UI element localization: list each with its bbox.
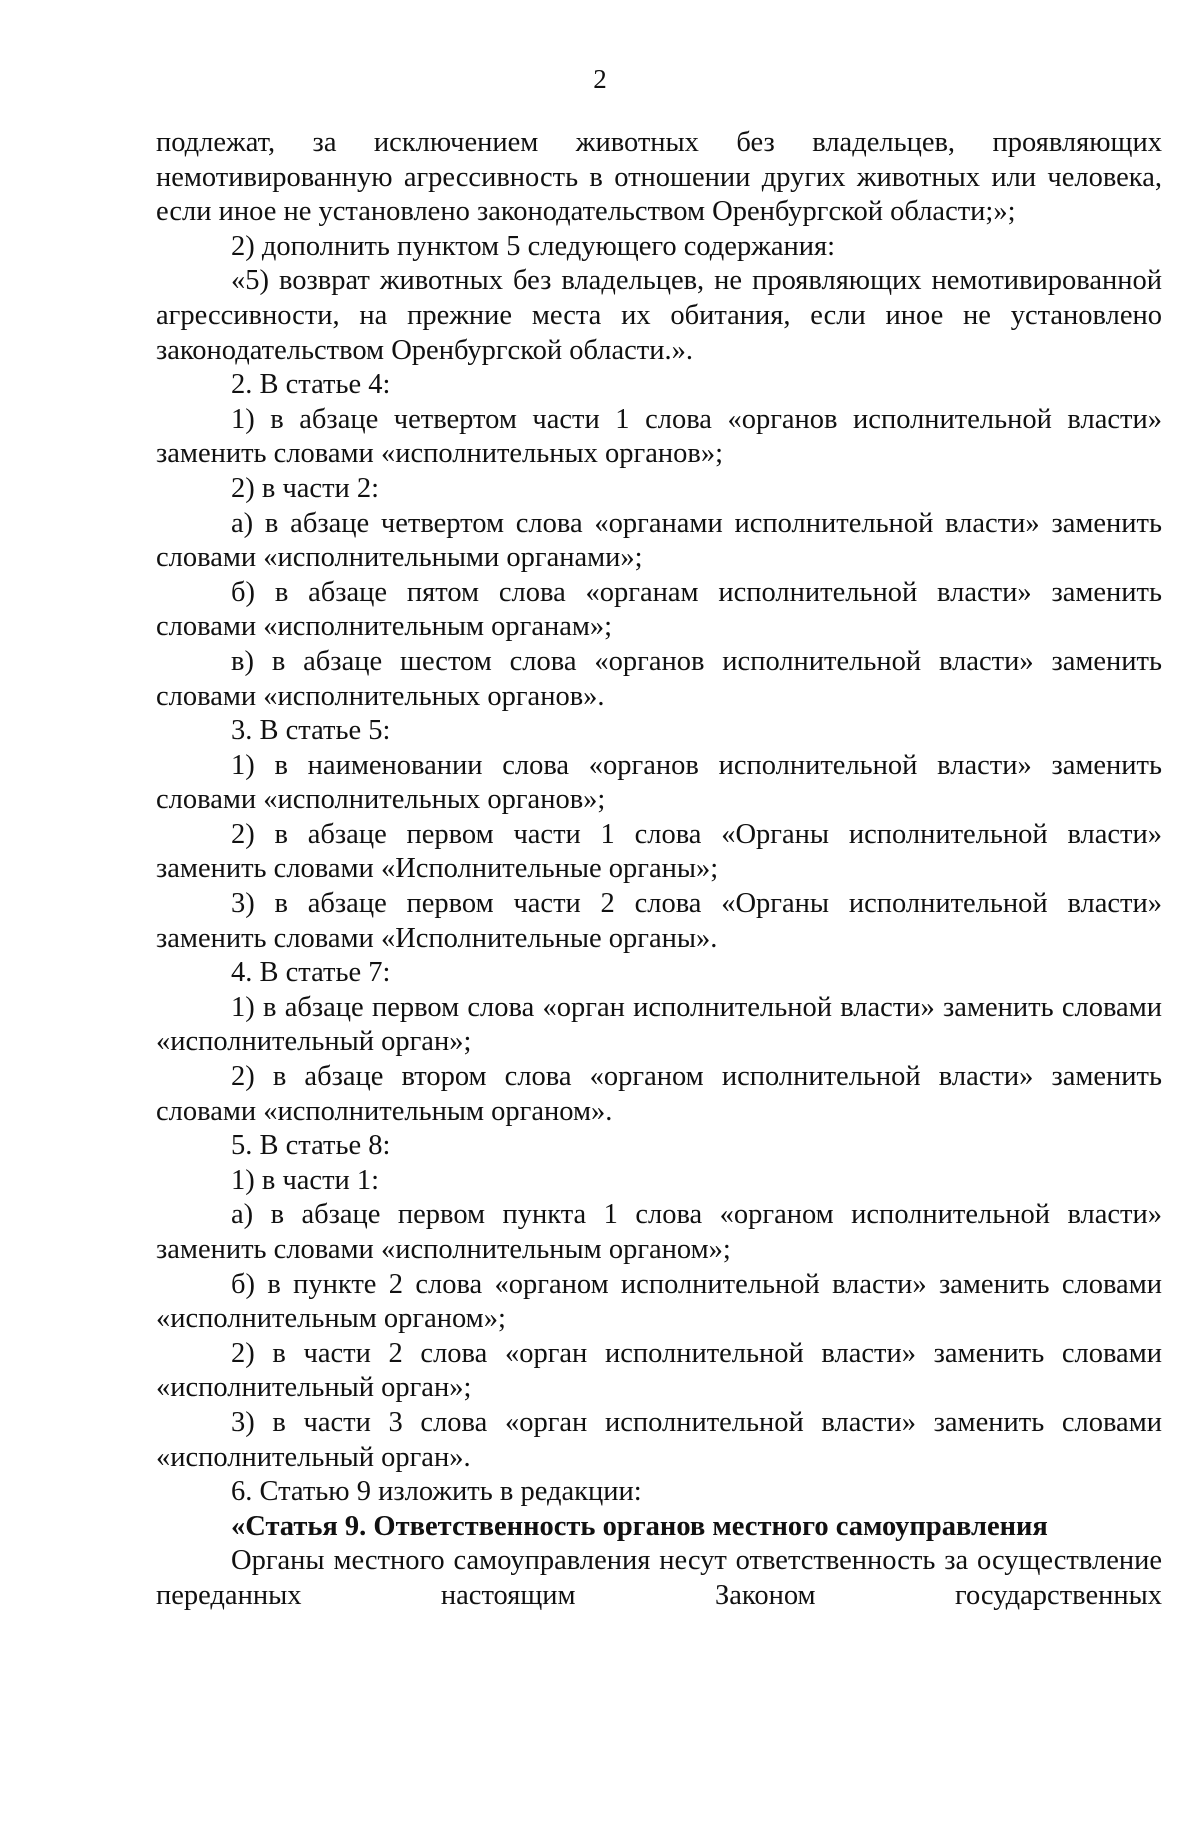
paragraph-article-8-item-3: 3) в части 3 слова «орган исполнительной власти» заменить словами «исполнительный орган». <box>156 1406 1162 1473</box>
paragraph-article-4-item-2v: в) в абзаце шестом слова «органов исполнительной власти» заменить словами «исполнительных органов». <box>156 645 1162 712</box>
paragraph-article-4-item-1: 1) в абзаце четвертом части 1 слова «органов исполнительной власти» заменить словами «исполнительных органов»; <box>156 403 1162 470</box>
article-9-heading: «Статья 9. Ответственность органов местного самоуправления <box>231 1510 1048 1542</box>
paragraph-article-5: 3. В статье 5: <box>231 715 391 747</box>
paragraph-article-8-item-2: 2) в части 2 слова «орган исполнительной власти» заменить словами «исполнительный орган»; <box>156 1337 1162 1404</box>
paragraph-article-4: 2. В статье 4: <box>231 369 391 401</box>
paragraph-continuation: подлежат, за исключением животных без владельцев, проявляющих немотивированную агрессивность в отношении других животных или человека, если иное не установлено законодательством Оренбургской области;»; <box>156 127 1162 228</box>
page-number: 2 <box>593 64 607 94</box>
paragraph-article-7-item-2: 2) в абзаце втором слова «органом исполнительной власти» заменить словами «исполнительным органом». <box>156 1061 1162 1127</box>
paragraph-article-5-item-3: 3) в абзаце первом части 2 слова «Органы исполнительной власти» заменить словами «Исполнительные органы». <box>156 888 1162 954</box>
paragraph-article-5-item-1: 1) в наименовании слова «органов исполнительной власти» заменить словами «исполнительных органов»; <box>156 749 1162 816</box>
document-body <box>156 126 1162 1614</box>
paragraph-article-8: 5. В статье 8: <box>231 1130 391 1162</box>
paragraph-article-4-item-2a: а) в абзаце четвертом слова «органами исполнительной власти» заменить словами «исполнительными органами»; <box>156 507 1162 574</box>
paragraph-item-2-supplement: 2) дополнить пунктом 5 следующего содержания: <box>231 230 836 262</box>
paragraph-article-9-text: Органы местного самоуправления несут ответственность за осуществление переданных настоящим Законом государственных <box>156 1545 1162 1611</box>
paragraph-item-5-quote: «5) возврат животных без владельцев, не проявляющих немотивированной агрессивности, на прежние места их обитания, если иное не установлено законодательством Оренбургской области.». <box>156 265 1162 366</box>
paragraph-article-8-item-1: 1) в части 1: <box>231 1164 380 1196</box>
paragraph-article-7-item-1: 1) в абзаце первом слова «орган исполнительной власти» заменить словами «исполнительный орган»; <box>156 991 1162 1058</box>
paragraph-article-8-item-1b: б) в пункте 2 слова «органом исполнительной власти» заменить словами «исполнительным органом»; <box>156 1268 1162 1335</box>
paragraph-article-4-item-2: 2) в части 2: <box>231 472 380 504</box>
paragraph-article-8-item-1a: а) в абзаце первом пункта 1 слова «органом исполнительной власти» заменить словами «исполнительным органом»; <box>156 1199 1162 1265</box>
paragraph-article-5-item-2: 2) в абзаце первом части 1 слова «Органы исполнительной власти» заменить словами «Исполнительные органы»; <box>156 818 1162 885</box>
paragraph-article-9-intro: 6. Статью 9 изложить в редакции: <box>231 1476 642 1508</box>
paragraph-article-4-item-2b: б) в абзаце пятом слова «органам исполнительной власти» заменить словами «исполнительным органам»; <box>156 576 1162 643</box>
paragraph-article-7: 4. В статье 7: <box>231 957 391 989</box>
